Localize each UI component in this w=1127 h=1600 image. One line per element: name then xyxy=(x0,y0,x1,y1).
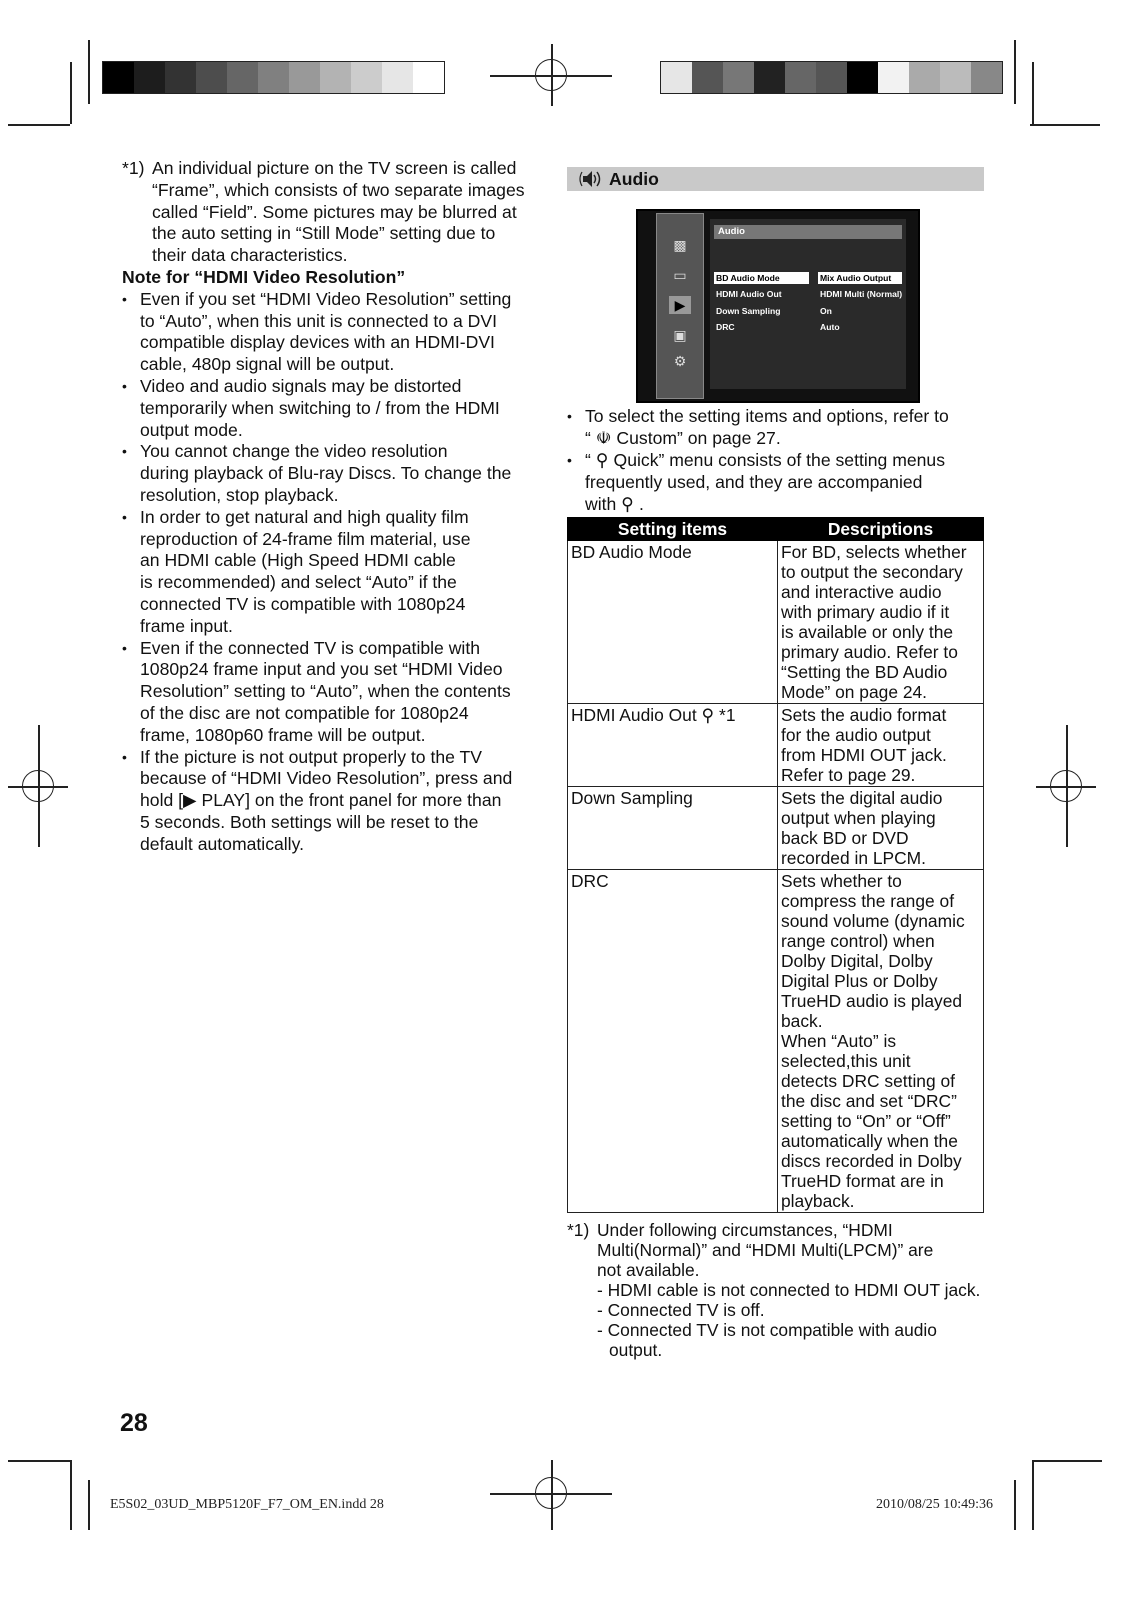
list-line: resolution, stop playback. xyxy=(140,484,339,505)
audio-heading-text: Audio xyxy=(609,169,659,189)
list-line: • If the picture is not output properly to the TV xyxy=(140,746,482,767)
quick-icon: ▩ xyxy=(673,237,687,253)
menu-value: Mix Audio Output xyxy=(818,272,902,284)
display-icon: ▭ xyxy=(673,267,687,283)
list-item xyxy=(122,441,542,506)
audio-notes xyxy=(567,405,984,515)
note-list xyxy=(122,289,542,856)
description-line: automatically when the xyxy=(781,1131,958,1151)
list-line: hold [▶ PLAY] on the front panel for more than xyxy=(140,790,502,811)
menu-row-value-selected xyxy=(818,272,902,284)
description-line: “Setting the BD Audio xyxy=(781,662,948,682)
list-line: frame, 1080p60 frame will be output. xyxy=(140,724,426,745)
header-setting-items: Setting items xyxy=(568,518,778,541)
audio-note-list xyxy=(567,405,984,515)
table-row xyxy=(568,787,984,870)
description-line: TrueHD format are in xyxy=(781,1171,944,1191)
footnote-line: Multi(Normal)” and “HDMI Multi(LPCM)” are xyxy=(597,1240,934,1260)
description-line: the disc and set “DRC” xyxy=(781,1091,957,1111)
description-cell xyxy=(778,787,984,870)
menu-panel xyxy=(710,219,906,389)
footnote-body xyxy=(567,1240,984,1280)
description-line: detects DRC setting of xyxy=(781,1071,955,1091)
setting-item-cell: BD Audio Mode xyxy=(568,541,778,704)
description-line: with primary audio if it xyxy=(781,602,950,622)
menu-row-label-selected xyxy=(714,272,809,284)
menu-label: DRC xyxy=(716,322,735,332)
list-line: default automatically. xyxy=(140,833,304,854)
description-line: Mode” on page 24. xyxy=(781,682,927,702)
list-line: temporarily when switching to / from the HDMI xyxy=(140,397,500,418)
menu-side-icons xyxy=(656,213,704,399)
header-descriptions: Descriptions xyxy=(778,518,984,541)
menu-label: BD Audio Mode xyxy=(714,272,809,284)
note-heading: Note for “HDMI Video Resolution” xyxy=(122,266,406,287)
description-line: selected,this unit xyxy=(781,1051,911,1071)
description-line: Dolby Digital, Dolby xyxy=(781,951,933,971)
description-cell xyxy=(778,704,984,787)
list-line: output mode. xyxy=(140,419,243,440)
list-item xyxy=(567,449,984,515)
description-line: Sets the audio format xyxy=(781,705,947,725)
list-line: • “ ⚲ Quick” menu consists of the setting menus xyxy=(585,450,946,470)
footnote-head xyxy=(567,1220,984,1240)
description-line: is available or only the xyxy=(781,622,954,642)
audio-section-heading xyxy=(567,167,984,191)
footnote-line: not available. xyxy=(597,1260,700,1280)
footnote-audio xyxy=(567,1220,984,1360)
description-line: and interactive audio xyxy=(781,582,942,602)
description-line: primary audio. Refer to xyxy=(781,642,958,662)
description-cell xyxy=(778,870,984,1213)
list-line: of the disc are not compatible for 1080p24 xyxy=(140,702,469,723)
description-line: from HDMI OUT jack. xyxy=(781,745,947,765)
menu-value: HDMI Multi (Normal) xyxy=(820,289,903,299)
list-line: an HDMI cable (High Speed HDMI cable xyxy=(140,550,456,571)
menu-label: HDMI Audio Out xyxy=(716,289,782,299)
list-line: • Even if you set “HDMI Video Resolution” setting xyxy=(140,288,512,309)
slug-filename: E5S02_03UD_MBP5120F_F7_OM_EN.indd 28 xyxy=(110,1497,384,1512)
footnote-line: “Frame”, which consists of two separate images xyxy=(152,179,525,200)
setting-item-cell: DRC xyxy=(568,870,778,1213)
list-line: is recommended) and select “Auto” if the xyxy=(140,572,457,593)
list-line: • Video and audio signals may be distorted xyxy=(140,375,462,396)
setting-item-cell: Down Sampling xyxy=(568,787,778,870)
description-line: recorded in LPCM. xyxy=(781,848,926,868)
list-line: • You cannot change the video resolution xyxy=(140,441,448,462)
gear-icon: ⚙ xyxy=(673,353,687,369)
menu-value: Auto xyxy=(820,322,840,332)
color-bar xyxy=(660,61,1003,94)
list-line: • Even if the connected TV is compatible with xyxy=(140,637,481,658)
description-line: for the audio output xyxy=(781,725,931,745)
footnote-line: the auto setting in “Still Mode” setting due to xyxy=(152,223,496,244)
description-line: back BD or DVD xyxy=(781,828,909,848)
description-line: compress the range of xyxy=(781,891,955,911)
table-row xyxy=(568,870,984,1213)
footnote-body xyxy=(122,180,542,267)
list-line: frame input. xyxy=(140,615,233,636)
settings-table xyxy=(567,517,984,1213)
setting-item-cell: HDMI Audio Out ⚲ *1 xyxy=(568,704,778,787)
description-line: Refer to page 29. xyxy=(781,765,916,785)
list-line: Resolution” setting to “Auto”, when the contents xyxy=(140,681,511,702)
list-item xyxy=(567,405,984,449)
menu-value: On xyxy=(820,306,832,316)
dash-item: - HDMI cable is not connected to HDMI OUT jack. xyxy=(597,1280,981,1300)
dash-item: - Connected TV is not compatible with audio output. xyxy=(597,1320,937,1360)
footnote xyxy=(122,158,542,180)
list-line: connected TV is compatible with 1080p24 xyxy=(140,593,466,614)
list-line: • To select the setting items and options, refer to xyxy=(585,406,949,426)
list-item xyxy=(122,376,542,441)
list-line: during playback of Blu-ray Discs. To change the xyxy=(140,463,512,484)
audio-menu-screenshot xyxy=(636,209,920,403)
footnote-first-line: An individual picture on the TV screen is called xyxy=(152,158,517,178)
page-number: 28 xyxy=(120,1409,148,1437)
list-line: cable, 480p signal will be output. xyxy=(140,354,395,375)
description-cell xyxy=(778,541,984,704)
gray-scale-bar xyxy=(102,61,445,94)
slug-timestamp: 2010/08/25 10:49:36 xyxy=(876,1497,994,1512)
footnote-line: their data characteristics. xyxy=(152,245,348,266)
table-row xyxy=(568,541,984,704)
audio-icon: ▶ xyxy=(669,296,691,314)
list-line: 1080p24 frame input and you set “HDMI Video xyxy=(140,659,503,680)
table-header-row xyxy=(568,518,984,541)
description-line: Sets the digital audio xyxy=(781,788,943,808)
description-line: to output the secondary xyxy=(781,562,963,582)
footnote-line: called “Field”. Some pictures may be blurred at xyxy=(152,201,517,222)
description-line: Sets whether to xyxy=(781,871,902,891)
footnote-mark: *1) xyxy=(122,158,145,178)
table-row xyxy=(568,704,984,787)
list-line: 5 seconds. Both settings will be reset to the xyxy=(140,811,479,832)
lock-icon: ▣ xyxy=(673,327,687,343)
description-line: back. xyxy=(781,1011,823,1031)
list-item xyxy=(122,289,542,376)
list-line: • In order to get natural and high quality film xyxy=(140,506,469,527)
footnote-first-line: Under following circumstances, “HDMI xyxy=(597,1220,893,1240)
description-line: TrueHD audio is played xyxy=(781,991,963,1011)
list-line: to “Auto”, when this unit is connected to a DVI xyxy=(140,310,497,331)
description-line: When “Auto” is xyxy=(781,1031,897,1051)
description-line: setting to “On” or “Off” xyxy=(781,1111,951,1131)
description-line: playback. xyxy=(781,1191,855,1211)
speaker-icon xyxy=(579,169,603,189)
left-column xyxy=(122,158,542,856)
list-line: with ⚲ . xyxy=(585,494,644,514)
description-line: output when playing xyxy=(781,808,936,828)
list-item xyxy=(122,747,542,856)
description-line: For BD, selects whether xyxy=(781,542,967,562)
list-item xyxy=(122,507,542,638)
list-line: compatible display devices with an HDMI-DVI xyxy=(140,332,495,353)
list-line: because of “HDMI Video Resolution”, press and xyxy=(140,768,513,789)
dash-item: - Connected TV is off. xyxy=(597,1300,765,1320)
list-line: “ ☫ Custom” on page 27. xyxy=(585,428,781,448)
menu-title: Audio xyxy=(714,225,902,239)
footnote-dash-list xyxy=(567,1280,984,1360)
menu-label: Down Sampling xyxy=(716,306,781,316)
footnote-mark: *1) xyxy=(567,1220,590,1240)
list-line: reproduction of 24-frame film material, use xyxy=(140,528,471,549)
description-line: Digital Plus or Dolby xyxy=(781,971,938,991)
description-line: range control) when xyxy=(781,931,935,951)
description-line: sound volume (dynamic xyxy=(781,911,965,931)
list-line: frequently used, and they are accompanied xyxy=(585,472,923,492)
list-item xyxy=(122,638,542,747)
description-line: discs recorded in Dolby xyxy=(781,1151,962,1171)
